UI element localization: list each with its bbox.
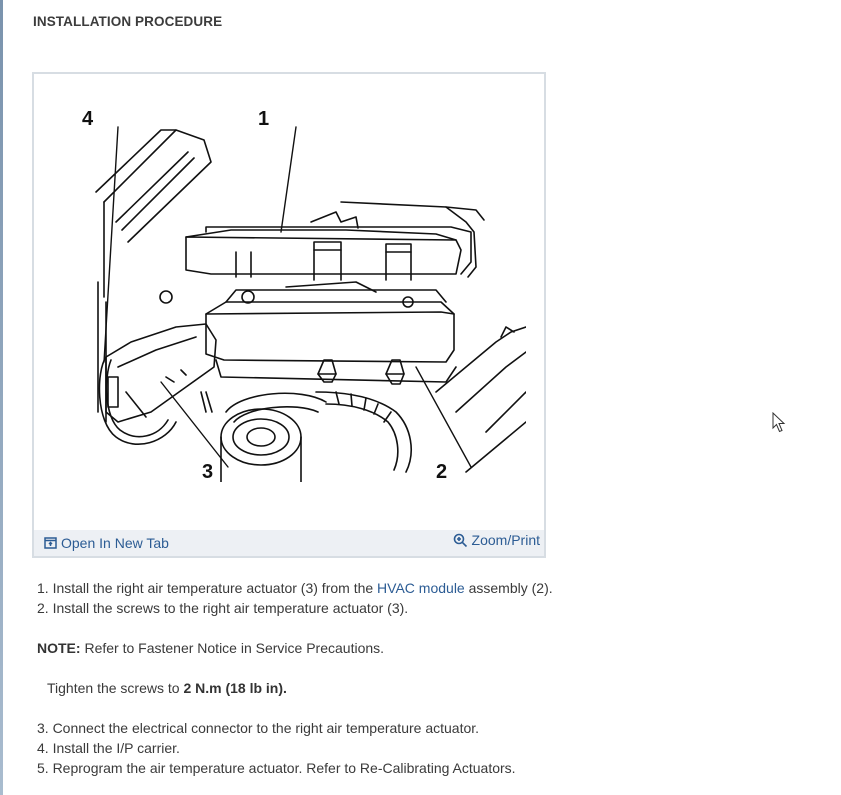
zoom-print-label: Zoom/Print xyxy=(471,532,540,548)
note xyxy=(37,638,637,658)
tighten-spec xyxy=(37,678,637,698)
callout-1: 1 xyxy=(258,108,270,130)
zoom-print-link[interactable] xyxy=(453,532,540,548)
step-4: 4. Install the I/P carrier. xyxy=(37,740,180,756)
figure-toolbar xyxy=(34,530,544,556)
callout-layer xyxy=(34,74,548,560)
callout-2: 2 xyxy=(436,461,448,483)
open-in-new-tab-link[interactable] xyxy=(44,535,169,551)
mouse-cursor-icon xyxy=(772,412,786,433)
torque-value: 2 N.m (18 lb in). xyxy=(183,680,287,696)
hvac-module-link[interactable]: HVAC module xyxy=(377,580,465,596)
note-label: NOTE: xyxy=(37,640,81,656)
callout-4: 4 xyxy=(82,108,94,130)
step-5: 5. Reprogram the air temperature actuator. Refer to Re-Calibrating Actuators. xyxy=(37,760,516,776)
step-2: 2. Install the screws to the right air temperature actuator (3). xyxy=(37,600,409,616)
step-1-text: 1. Install the right air temperature actuator (3) from the xyxy=(37,580,378,596)
step-3: 3. Connect the electrical connector to the right air temperature actuator. xyxy=(37,720,480,736)
callout-3: 3 xyxy=(202,461,214,483)
open-in-new-tab-label: Open In New Tab xyxy=(61,535,169,551)
zoom-icon xyxy=(453,533,468,548)
procedure-steps xyxy=(37,578,637,778)
page-heading: INSTALLATION PROCEDURE xyxy=(33,14,223,29)
step-1 xyxy=(37,578,637,598)
open-tab-icon xyxy=(44,537,57,549)
note-text: Refer to Fastener Notice in Service Precautions. xyxy=(80,640,385,656)
left-edge-rule xyxy=(0,0,3,795)
tighten-text: Tighten the screws to xyxy=(47,680,184,696)
step-1-suffix: assembly (2). xyxy=(464,580,553,596)
figure-card xyxy=(32,72,546,558)
